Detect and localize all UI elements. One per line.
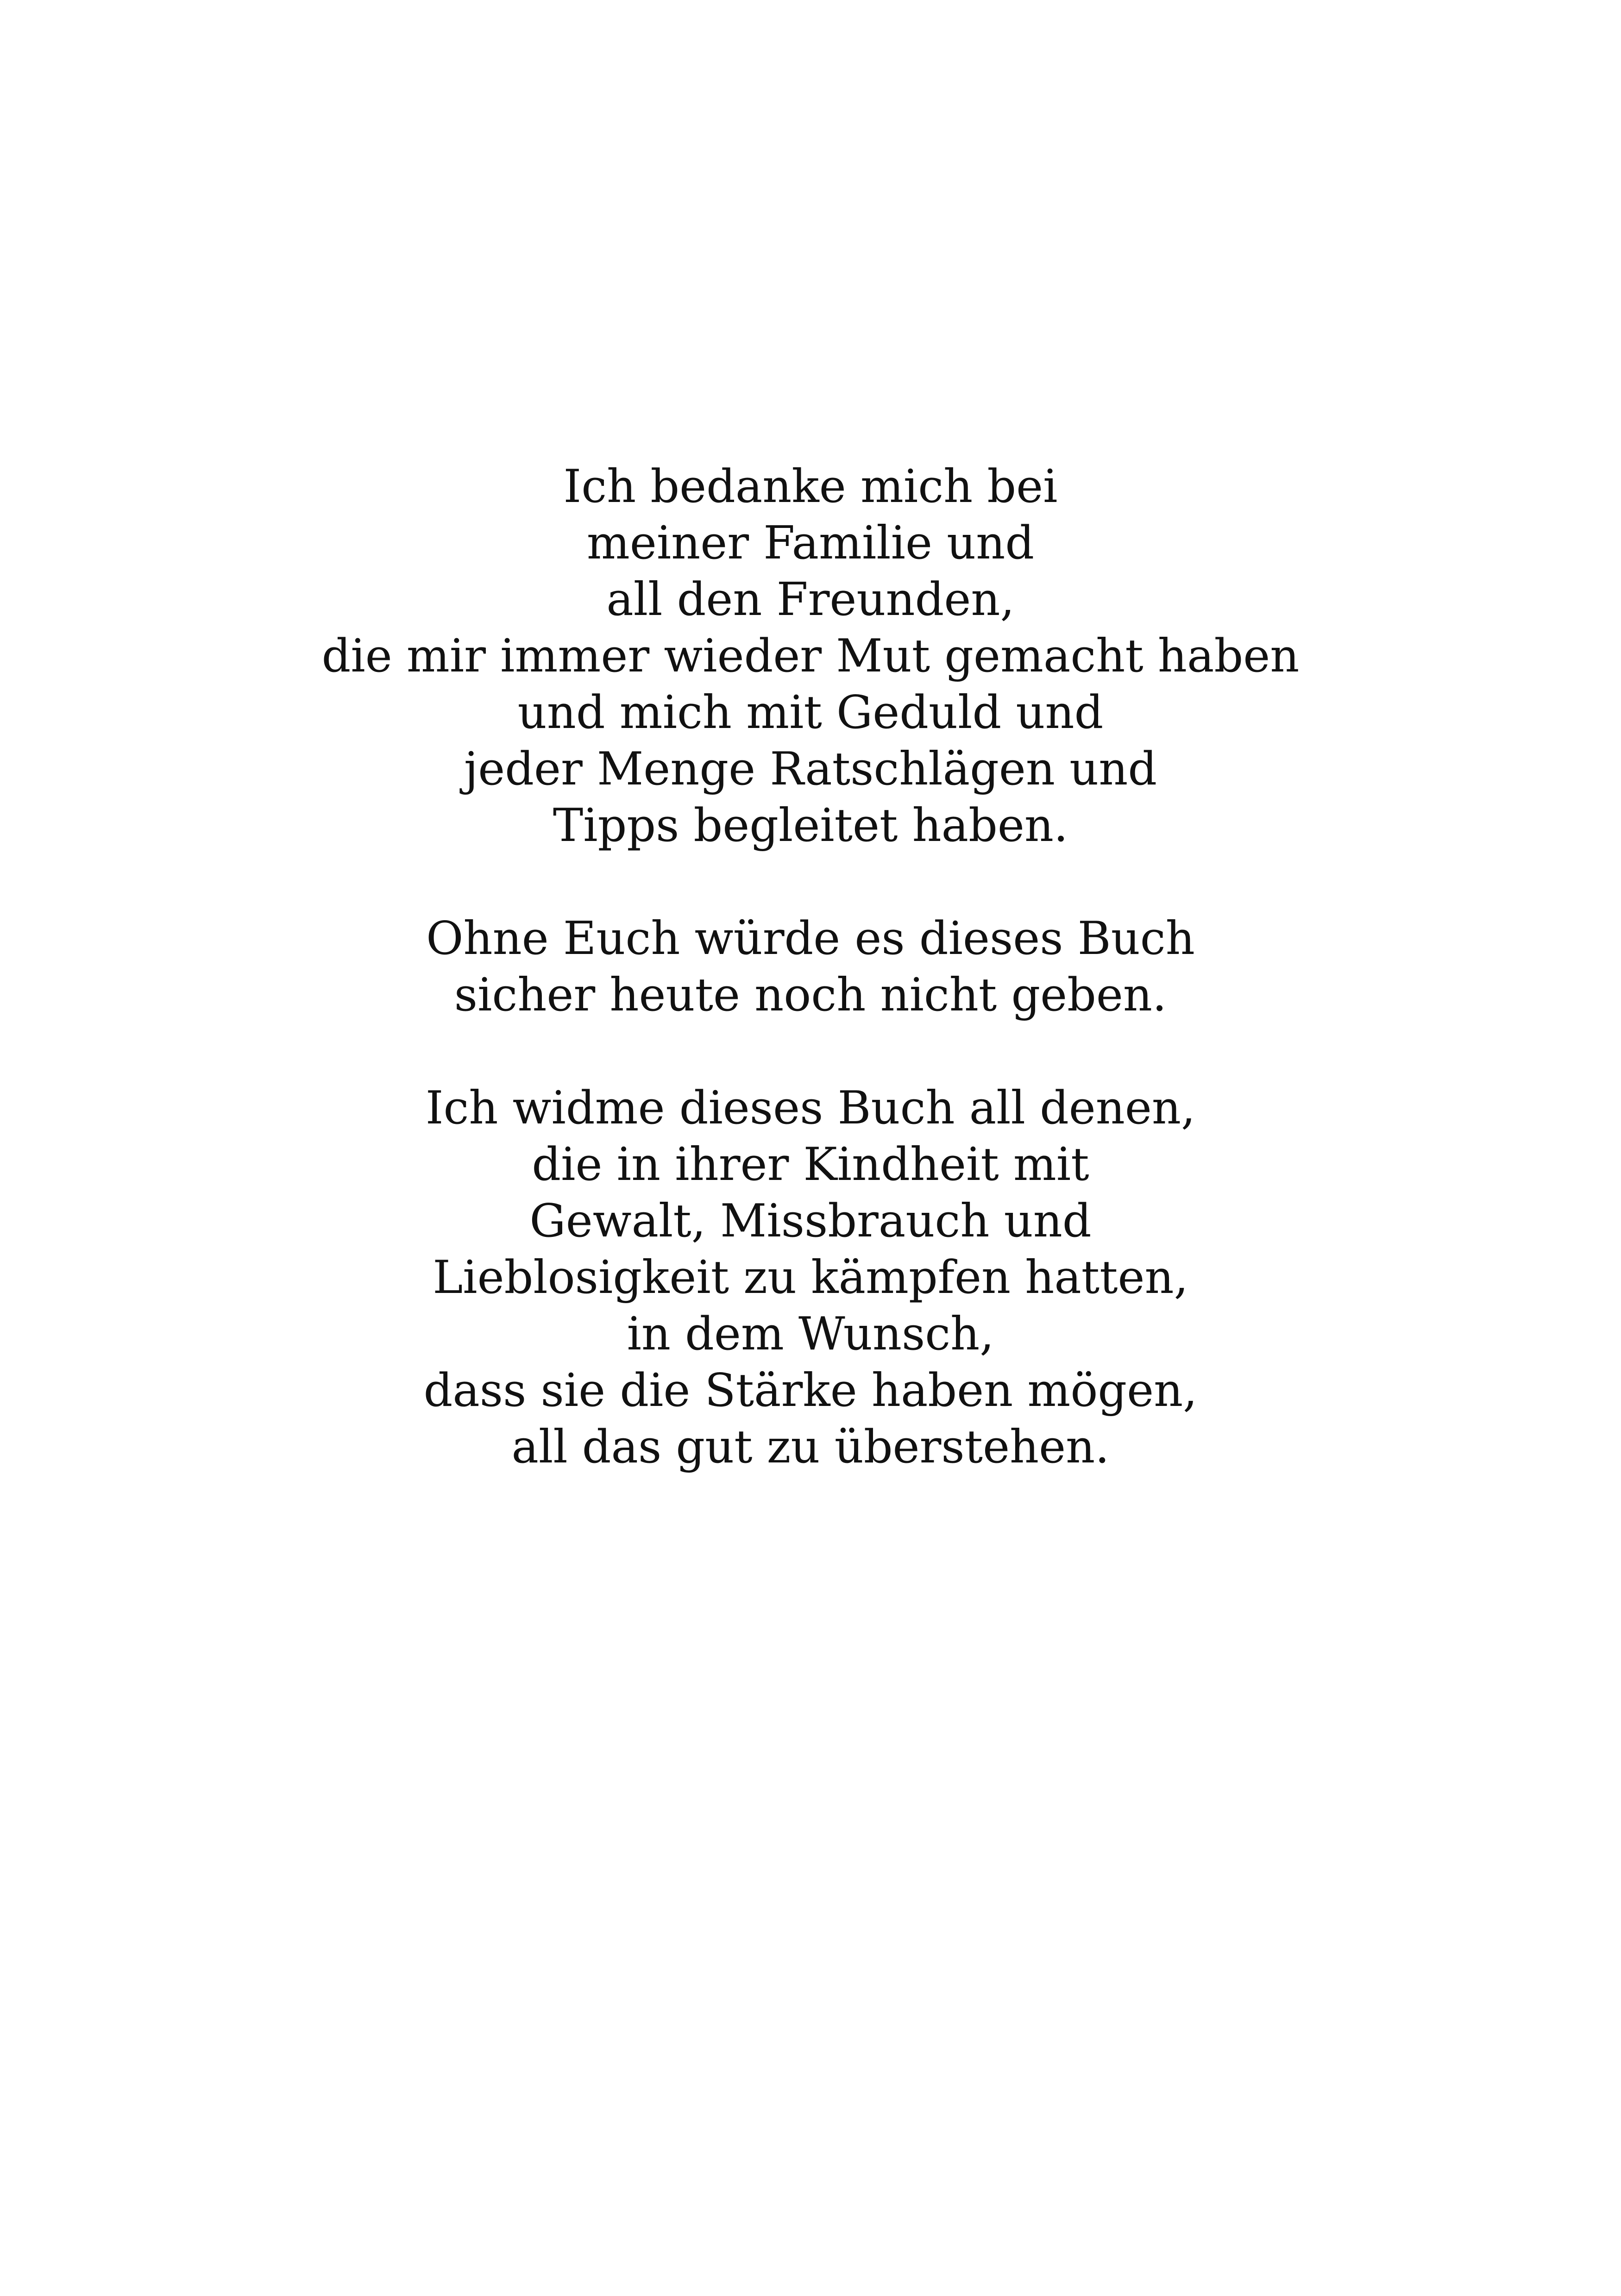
dedication-stanza bbox=[0, 1080, 1621, 1475]
stanza-line: Ich widme dieses Buch all denen, bbox=[425, 1082, 1196, 1135]
acknowledgement-stanza bbox=[0, 458, 1621, 854]
stanza-line: all das gut zu überstehen. bbox=[511, 1421, 1110, 1474]
stanza-line: Ohne Euch würde es dieses Buch bbox=[426, 912, 1195, 965]
stanza-line: und mich mit Geduld und bbox=[517, 686, 1104, 739]
stanza-line: die in ihrer Kindheit mit bbox=[532, 1138, 1089, 1191]
stanza-line: Tipps begleitet haben. bbox=[553, 799, 1068, 852]
stanza-line: Lieblosigkeit zu kämpfen hatten, bbox=[433, 1251, 1188, 1304]
stanza-line: Gewalt, Missbrauch und bbox=[529, 1195, 1092, 1248]
gratitude-stanza bbox=[0, 910, 1621, 1023]
stanza-line: die mir immer wieder Mut gemacht haben bbox=[321, 630, 1300, 683]
stanza-line: dass sie die Stärke haben mögen, bbox=[423, 1364, 1198, 1417]
stanza-line: jeder Menge Ratschlägen und bbox=[464, 743, 1157, 796]
stanza-line: Ich bedanke mich bei bbox=[563, 460, 1058, 513]
stanza-line: meiner Familie und bbox=[586, 517, 1035, 570]
stanza-line: in dem Wunsch, bbox=[627, 1308, 994, 1361]
dedication-text bbox=[0, 458, 1621, 1475]
stanza-line: sicher heute noch nicht geben. bbox=[454, 969, 1167, 1022]
stanza-line: all den Freunden, bbox=[606, 573, 1015, 626]
